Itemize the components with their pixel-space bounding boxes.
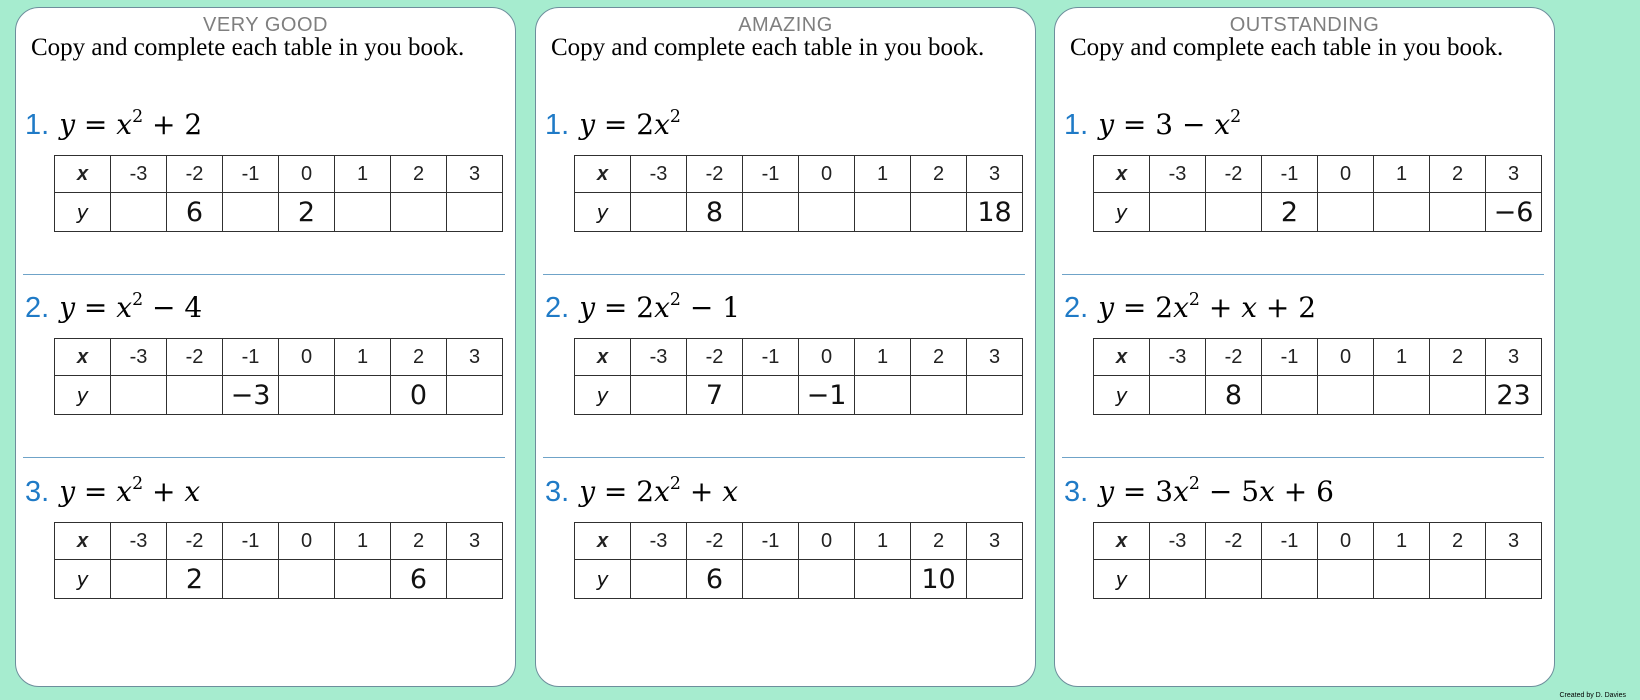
y-value-cell — [1150, 376, 1206, 415]
x-value-cell: 1 — [855, 339, 911, 376]
question-heading — [1064, 108, 1241, 142]
x-value-cell: 2 — [1430, 339, 1486, 376]
equation-term: + — [680, 475, 723, 508]
x-value-cell: -1 — [223, 339, 279, 376]
exponent: 2 — [132, 473, 144, 494]
x-value-cell: -2 — [167, 156, 223, 193]
x-header-cell: x — [575, 339, 631, 376]
y-value-cell: −1 — [799, 376, 855, 415]
equation-term: = — [75, 291, 117, 324]
y-value-cell: 10 — [911, 560, 967, 599]
exponent: 2 — [1230, 106, 1242, 127]
variable: x — [1259, 475, 1275, 508]
x-value-cell: -2 — [167, 523, 223, 560]
variable: y — [59, 108, 76, 141]
x-value-cell: 3 — [447, 339, 503, 376]
equation-term: − 1 — [680, 291, 741, 324]
exponent: 2 — [132, 289, 144, 310]
question-block — [1055, 475, 1554, 665]
variable: y — [59, 291, 76, 324]
x-value-cell: 1 — [335, 339, 391, 376]
equation-term: = 3 — [1114, 475, 1174, 508]
x-value-cell: 3 — [967, 156, 1023, 193]
x-value-cell: -2 — [1206, 156, 1262, 193]
variable: y — [579, 291, 596, 324]
y-value-cell — [631, 560, 687, 599]
variable: x — [116, 291, 133, 324]
variable: x — [116, 108, 133, 141]
question-number: 3. — [545, 476, 570, 508]
y-value-cell: 2 — [167, 560, 223, 599]
question-heading — [25, 475, 200, 509]
y-value-cell — [911, 376, 967, 415]
y-value-cell: 8 — [1206, 376, 1262, 415]
variable: x — [654, 291, 670, 324]
x-value-cell: 0 — [279, 339, 335, 376]
variable: y — [59, 475, 76, 508]
variable: y — [579, 108, 596, 141]
equation-term: + 2 — [143, 108, 203, 141]
question-block — [1055, 108, 1554, 298]
x-value-cell: 3 — [1486, 156, 1542, 193]
x-row — [55, 156, 503, 193]
x-value-cell: 3 — [447, 523, 503, 560]
question-number: 2. — [25, 292, 50, 324]
section-divider — [543, 274, 1025, 275]
equation-term: = 2 — [595, 291, 655, 324]
exponent: 2 — [669, 106, 681, 127]
x-value-cell: 2 — [911, 339, 967, 376]
y-header-cell: y — [55, 560, 111, 599]
equation-term: = — [75, 108, 117, 141]
exponent: 2 — [1188, 473, 1200, 494]
x-value-cell: -2 — [1206, 339, 1262, 376]
variable: x — [654, 108, 670, 141]
equation-term: + — [143, 475, 185, 508]
equation — [1098, 291, 1316, 324]
x-header-cell: x — [55, 523, 111, 560]
y-value-cell — [743, 560, 799, 599]
x-value-cell: -2 — [687, 339, 743, 376]
x-header-cell: x — [1094, 523, 1150, 560]
y-value-cell — [447, 376, 503, 415]
question-block — [16, 108, 515, 298]
level-title: VERY GOOD — [203, 14, 328, 36]
y-value-cell — [1374, 376, 1430, 415]
equation-term: = 3 − — [1114, 108, 1215, 141]
x-value-cell: 1 — [335, 523, 391, 560]
level-title: AMAZING — [738, 14, 833, 36]
y-value-cell — [1374, 560, 1430, 599]
question-heading — [1064, 475, 1334, 509]
y-value-cell — [335, 193, 391, 232]
x-value-cell: 2 — [391, 339, 447, 376]
y-value-cell — [111, 193, 167, 232]
equation-term: − 5 — [1199, 475, 1260, 508]
y-value-cell: 0 — [391, 376, 447, 415]
equation-term: = 2 — [1114, 291, 1174, 324]
equation — [1098, 108, 1241, 141]
y-value-cell — [223, 193, 279, 232]
y-value-cell — [1318, 560, 1374, 599]
y-value-cell — [223, 560, 279, 599]
exponent: 2 — [669, 289, 681, 310]
x-value-cell: 2 — [391, 523, 447, 560]
y-row — [575, 193, 1023, 232]
variable: x — [184, 475, 201, 508]
y-value-cell: 2 — [279, 193, 335, 232]
x-value-cell: 3 — [447, 156, 503, 193]
variable: x — [1173, 291, 1189, 324]
question-number: 3. — [1064, 476, 1089, 508]
question-number: 1. — [1064, 109, 1089, 141]
worksheet-panel — [535, 7, 1036, 687]
value-table — [54, 522, 503, 599]
x-value-cell: 1 — [335, 156, 391, 193]
y-value-cell — [911, 193, 967, 232]
y-header-cell: y — [575, 193, 631, 232]
question-block — [1055, 291, 1554, 481]
y-value-cell: 18 — [967, 193, 1023, 232]
y-value-cell — [447, 193, 503, 232]
y-row — [55, 560, 503, 599]
section-divider — [23, 457, 505, 458]
x-header-cell: x — [575, 523, 631, 560]
value-table — [54, 155, 503, 232]
question-heading — [25, 291, 202, 325]
x-row — [55, 339, 503, 376]
instruction-text: Copy and complete each table in you book. — [551, 34, 985, 61]
instruction-text: Copy and complete each table in you book. — [31, 34, 465, 61]
y-value-cell — [967, 376, 1023, 415]
y-value-cell — [967, 560, 1023, 599]
y-row — [55, 193, 503, 232]
y-header-cell: y — [575, 560, 631, 599]
x-value-cell: 0 — [799, 339, 855, 376]
x-value-cell: 0 — [1318, 156, 1374, 193]
x-value-cell: -2 — [687, 523, 743, 560]
y-value-cell — [279, 560, 335, 599]
section-divider — [1062, 457, 1544, 458]
x-value-cell: 2 — [1430, 156, 1486, 193]
variable: x — [722, 475, 738, 508]
question-heading — [1064, 291, 1316, 325]
x-value-cell: -3 — [1150, 156, 1206, 193]
value-table — [574, 338, 1023, 415]
x-value-cell: -2 — [167, 339, 223, 376]
y-value-cell: 7 — [687, 376, 743, 415]
x-value-cell: 3 — [1486, 523, 1542, 560]
x-value-cell: 2 — [391, 156, 447, 193]
section-divider — [543, 457, 1025, 458]
y-header-cell: y — [575, 376, 631, 415]
question-number: 3. — [25, 476, 50, 508]
exponent: 2 — [1188, 289, 1200, 310]
y-value-cell — [631, 193, 687, 232]
value-table — [574, 155, 1023, 232]
x-row — [575, 339, 1023, 376]
x-header-cell: x — [1094, 339, 1150, 376]
y-header-cell: y — [55, 193, 111, 232]
x-value-cell: -2 — [1206, 523, 1262, 560]
equation-term: + — [1199, 291, 1242, 324]
y-value-cell — [1374, 193, 1430, 232]
question-block — [16, 475, 515, 665]
y-value-cell — [855, 560, 911, 599]
variable: x — [116, 475, 133, 508]
x-value-cell: -3 — [1150, 339, 1206, 376]
level-title: OUTSTANDING — [1229, 14, 1380, 36]
y-value-cell — [335, 560, 391, 599]
equation — [1098, 475, 1334, 508]
y-value-cell — [1262, 560, 1318, 599]
x-value-cell: 1 — [1374, 523, 1430, 560]
y-row — [1094, 193, 1542, 232]
x-value-cell: 2 — [1430, 523, 1486, 560]
y-value-cell — [1318, 376, 1374, 415]
y-value-cell — [1150, 560, 1206, 599]
y-value-cell: 23 — [1486, 376, 1542, 415]
equation — [579, 291, 740, 324]
x-value-cell: 1 — [855, 156, 911, 193]
y-value-cell — [1206, 560, 1262, 599]
worksheet-panel — [1054, 7, 1555, 687]
variable: x — [1241, 291, 1257, 324]
question-block — [536, 108, 1035, 298]
x-value-cell: -3 — [1150, 523, 1206, 560]
equation-term: = — [75, 475, 117, 508]
y-row — [1094, 376, 1542, 415]
x-row — [1094, 523, 1542, 560]
question-block — [16, 291, 515, 481]
value-table — [54, 338, 503, 415]
section-divider — [1062, 274, 1544, 275]
y-value-cell — [799, 193, 855, 232]
x-row — [55, 523, 503, 560]
equation — [59, 475, 200, 508]
question-number: 1. — [25, 109, 50, 141]
y-value-cell — [111, 560, 167, 599]
y-value-cell — [855, 376, 911, 415]
x-value-cell: 2 — [911, 523, 967, 560]
x-value-cell: -1 — [743, 156, 799, 193]
equation-term: + 2 — [1257, 291, 1317, 324]
value-table — [574, 522, 1023, 599]
x-header-cell: x — [55, 339, 111, 376]
question-block — [536, 291, 1035, 481]
y-value-cell — [1206, 193, 1262, 232]
x-header-cell: x — [575, 156, 631, 193]
y-value-cell — [743, 376, 799, 415]
y-value-cell: 6 — [167, 193, 223, 232]
y-value-cell — [391, 193, 447, 232]
question-heading — [545, 108, 681, 142]
y-header-cell: y — [1094, 560, 1150, 599]
y-value-cell — [855, 193, 911, 232]
x-row — [1094, 156, 1542, 193]
section-divider — [23, 274, 505, 275]
variable: y — [1098, 475, 1115, 508]
y-value-cell — [1318, 193, 1374, 232]
x-value-cell: -3 — [631, 523, 687, 560]
y-value-cell — [1430, 560, 1486, 599]
y-value-cell — [799, 560, 855, 599]
equation-term: − 4 — [143, 291, 203, 324]
y-header-cell: y — [1094, 193, 1150, 232]
y-value-cell: −3 — [223, 376, 279, 415]
y-value-cell — [167, 376, 223, 415]
question-block — [536, 475, 1035, 665]
question-heading — [25, 108, 202, 142]
y-value-cell: 2 — [1262, 193, 1318, 232]
value-table — [1093, 522, 1542, 599]
equation — [59, 291, 202, 324]
variable: x — [1173, 475, 1189, 508]
y-row — [55, 376, 503, 415]
y-row — [575, 376, 1023, 415]
variable: x — [654, 475, 670, 508]
y-value-cell — [1262, 376, 1318, 415]
question-heading — [545, 291, 740, 325]
x-row — [1094, 339, 1542, 376]
y-value-cell: 8 — [687, 193, 743, 232]
credit-text: Created by D. Davies — [1559, 692, 1626, 699]
x-value-cell: -3 — [631, 156, 687, 193]
x-value-cell: -3 — [111, 156, 167, 193]
y-value-cell — [279, 376, 335, 415]
equation-term: = 2 — [595, 108, 655, 141]
y-value-cell — [111, 376, 167, 415]
y-row — [575, 560, 1023, 599]
exponent: 2 — [132, 106, 144, 127]
question-heading — [545, 475, 738, 509]
variable: y — [579, 475, 596, 508]
x-value-cell: 0 — [799, 523, 855, 560]
worksheet-panel — [15, 7, 516, 687]
x-value-cell: -3 — [111, 339, 167, 376]
value-table — [1093, 338, 1542, 415]
x-row — [575, 156, 1023, 193]
y-value-cell — [447, 560, 503, 599]
x-value-cell: 1 — [1374, 156, 1430, 193]
y-value-cell — [631, 376, 687, 415]
x-value-cell: 1 — [855, 523, 911, 560]
x-value-cell: -1 — [743, 523, 799, 560]
question-number: 1. — [545, 109, 570, 141]
equation — [579, 108, 681, 141]
y-value-cell — [1430, 193, 1486, 232]
value-table — [1093, 155, 1542, 232]
x-value-cell: 0 — [1318, 523, 1374, 560]
equation — [59, 108, 202, 141]
x-value-cell: 3 — [1486, 339, 1542, 376]
y-value-cell — [1150, 193, 1206, 232]
x-header-cell: x — [55, 156, 111, 193]
y-value-cell — [335, 376, 391, 415]
x-value-cell: -1 — [1262, 156, 1318, 193]
question-number: 2. — [1064, 292, 1089, 324]
variable: y — [1098, 108, 1115, 141]
y-value-cell: −6 — [1486, 193, 1542, 232]
x-value-cell: -1 — [743, 339, 799, 376]
y-header-cell: y — [55, 376, 111, 415]
x-value-cell: 2 — [911, 156, 967, 193]
x-value-cell: 0 — [279, 523, 335, 560]
y-value-cell — [743, 193, 799, 232]
x-value-cell: 3 — [967, 339, 1023, 376]
x-value-cell: 0 — [1318, 339, 1374, 376]
y-value-cell — [1486, 560, 1542, 599]
equation — [579, 475, 738, 508]
x-header-cell: x — [1094, 156, 1150, 193]
variable: y — [1098, 291, 1115, 324]
variable: x — [1214, 108, 1231, 141]
equation-term: + 6 — [1274, 475, 1334, 508]
x-value-cell: -2 — [687, 156, 743, 193]
exponent: 2 — [669, 473, 681, 494]
x-value-cell: 0 — [279, 156, 335, 193]
equation-term: = 2 — [595, 475, 655, 508]
x-value-cell: -3 — [631, 339, 687, 376]
x-value-cell: 1 — [1374, 339, 1430, 376]
x-row — [575, 523, 1023, 560]
y-value-cell — [1430, 376, 1486, 415]
instruction-text: Copy and complete each table in you book. — [1070, 34, 1504, 61]
y-value-cell: 6 — [687, 560, 743, 599]
y-row — [1094, 560, 1542, 599]
y-value-cell: 6 — [391, 560, 447, 599]
x-value-cell: -1 — [223, 156, 279, 193]
y-header-cell: y — [1094, 376, 1150, 415]
question-number: 2. — [545, 292, 570, 324]
x-value-cell: -3 — [111, 523, 167, 560]
x-value-cell: 3 — [967, 523, 1023, 560]
x-value-cell: -1 — [1262, 339, 1318, 376]
x-value-cell: -1 — [223, 523, 279, 560]
x-value-cell: 0 — [799, 156, 855, 193]
x-value-cell: -1 — [1262, 523, 1318, 560]
